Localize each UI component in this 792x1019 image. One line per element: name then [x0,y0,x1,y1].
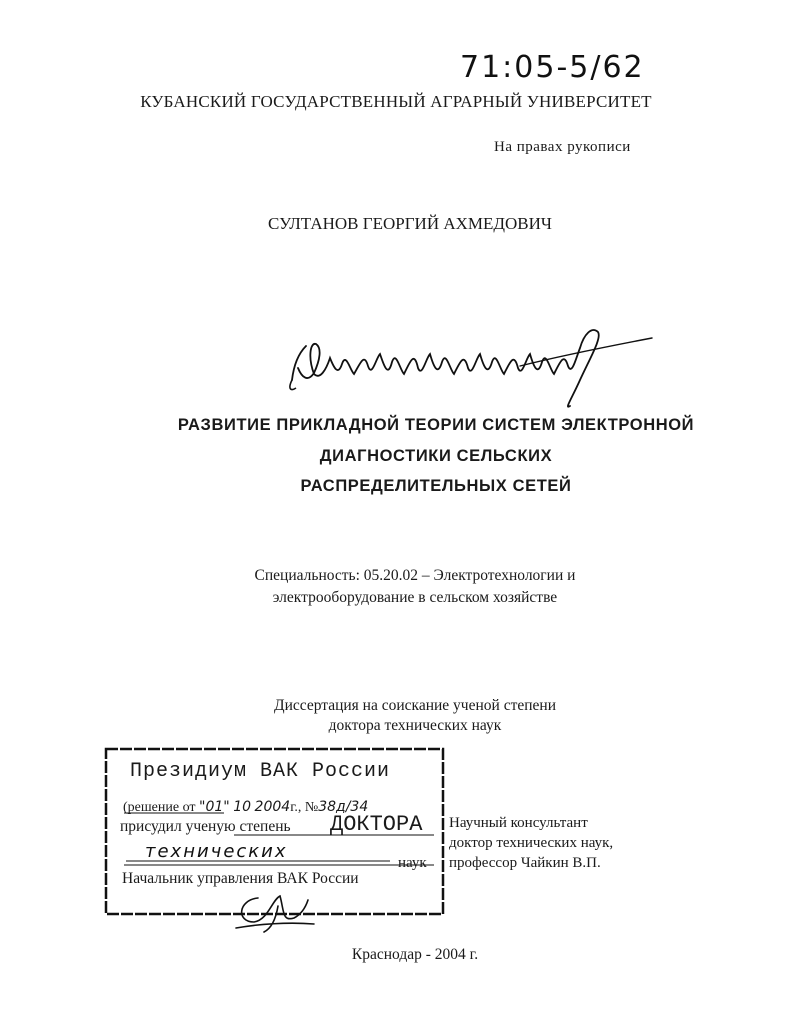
author-signature [280,318,660,413]
stamp-degree: ДОКТОРА [330,812,423,837]
decision-year: 2004 [254,799,291,815]
stamp-awarded: присудил ученую степень [120,818,291,835]
city-year: Краснодар - 2004 г. [351,946,479,963]
university-name: КУБАНСКИЙ ГОСУДАРСТВЕННЫЙ АГРАРНЫЙ УНИВЕРСИТЕТ [140,92,652,111]
stamp-head: Начальник управления ВАК России [122,870,359,887]
author-name: СУЛТАНОВ ГЕОРГИЙ АХМЕДОВИЧ [268,214,552,233]
vak-head-signature [228,888,318,938]
stamp-field-suffix: наук [398,855,427,871]
consultant-line: профессор Чайкин В.П. [449,855,601,871]
specialty-line: Специальность: 05.20.02 – Электротехнологии и [254,567,576,584]
thesis-title-line: ДИАГНОСТИКИ СЕЛЬСКИХ [319,447,553,465]
decision-year-suffix: г., № [290,800,319,815]
consultant-line: Научный консультант [449,815,588,831]
manuscript-rights: На правах рукописи [494,139,631,155]
consultant-line: доктор технических наук, [449,835,614,851]
decision-number: 38д/34 [318,799,369,815]
thesis-title-line: РАЗВИТИЕ ПРИКЛАДНОЙ ТЕОРИИ СИСТЕМ ЭЛЕКТРОННОЙ [177,416,695,434]
thesis-title-line: РАСПРЕДЕЛИТЕЛЬНЫХ СЕТЕЙ [300,477,572,495]
decision-day: "01" [199,799,230,815]
dissertation-line: Диссертация на соискание ученой степени [274,697,556,714]
stamp-title: Президиум ВАК России [130,760,391,783]
decision-prefix: (решение от [123,800,196,815]
archive-number: 71:05-5/62 [460,50,645,85]
stamp-field: технических [145,841,288,862]
specialty-line: электрооборудование в сельском хозяйстве [272,589,558,606]
dissertation-line: доктора технических наук [328,717,502,734]
decision-month: 10 [233,799,252,815]
